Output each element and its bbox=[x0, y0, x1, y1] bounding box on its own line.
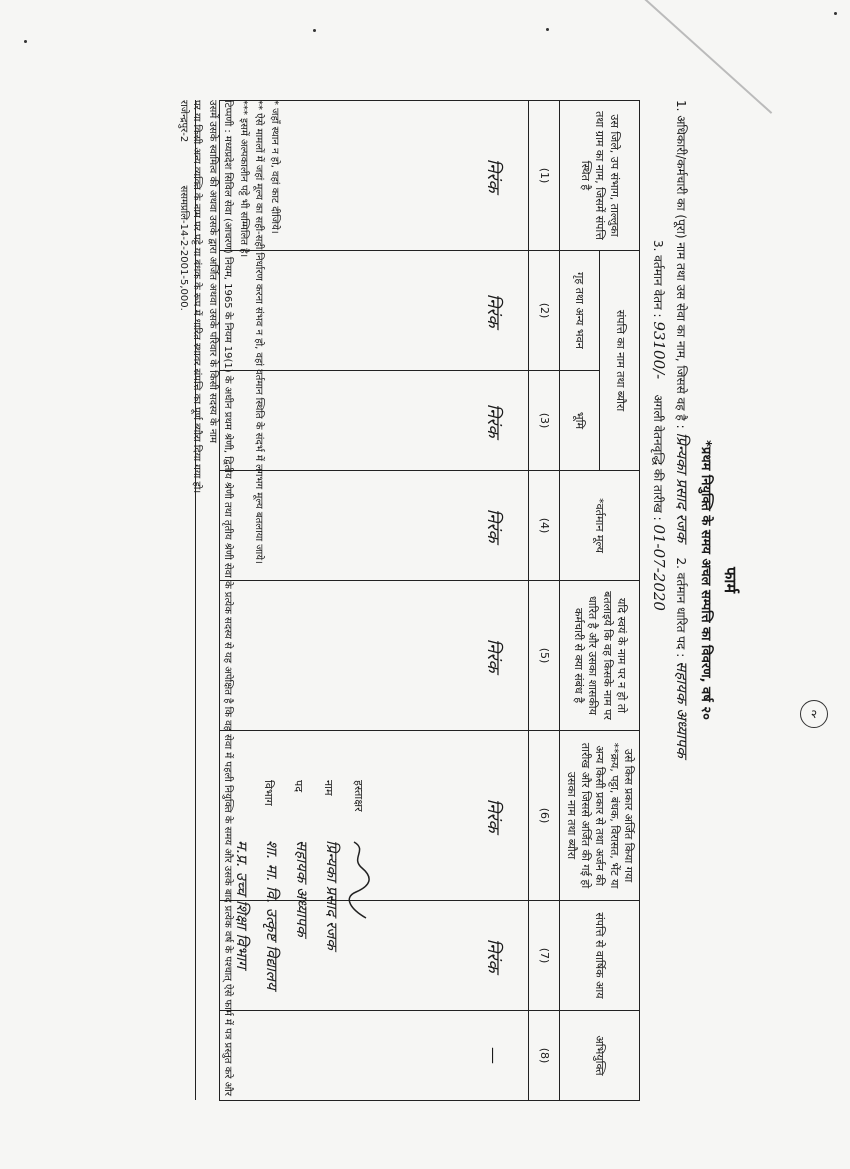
officer-name-value: प्रिन्यका प्रसाद रजक bbox=[673, 432, 691, 543]
signature-block bbox=[222, 780, 372, 1080]
header-house: गृह तथा अन्य भवन bbox=[559, 251, 599, 371]
entry-cell: निरंक bbox=[219, 251, 528, 371]
post-row-label: पद bbox=[292, 780, 305, 793]
note-line: पर या किसी अन्य व्यक्ति के नाम पर पट्टे या बंधक के रूप में धारित स्थावर संपत्ति का पूर्ण ब्यौरा दिया गया हो। bbox=[191, 100, 203, 494]
entry-cell: निरंक bbox=[219, 371, 528, 471]
note-line: टिप्पणी : मध्यप्रदेश सिविल सेवा (आचरण) नियम, 1965 के नियम 19(1) के अधीन प्रथम श्रेणी, द्वितीय श्रेणी तथा तृतीय श्रेणी सेवा के प्रत्येक सदस्य से यह अपेक्षित है कि वह सेवा में पहली नियुक्ति के समय और उसके बाद प्रत्येक वर्ष के पश्चात् ऐसे फार्म में पत्र प्रस्तुत करे और bbox=[222, 100, 234, 1096]
office-label: विभाग bbox=[262, 780, 275, 806]
signature-label: हस्ताक्षर bbox=[352, 780, 365, 812]
note-line: * जहाँ स्थान न हो, वहां काट दीजिये। bbox=[269, 100, 280, 234]
page-number: २ bbox=[800, 700, 828, 728]
column-number: (3) bbox=[528, 371, 559, 471]
header-land: भूमि bbox=[559, 371, 599, 471]
salary-line bbox=[650, 240, 668, 611]
column-number: (6) bbox=[528, 731, 559, 901]
salary-label: 3. वर्तमान वेतन : bbox=[651, 240, 665, 318]
post-label: 2. वर्तमान धारित पद : bbox=[674, 557, 688, 658]
speck bbox=[834, 12, 837, 15]
office-row bbox=[252, 780, 282, 1080]
name-label: नाम bbox=[322, 780, 335, 796]
office-value: शा. मा. वि. उत्कृष्ट विद्यालय bbox=[263, 840, 281, 990]
footer-right: ससमप्रलि-14-2-2001-5,000. bbox=[178, 185, 189, 311]
increment-date-value: 01-07-2020 bbox=[650, 524, 668, 611]
rotated-form bbox=[152, 60, 752, 1100]
column-number: (8) bbox=[528, 1011, 559, 1101]
column-number: (1) bbox=[528, 101, 559, 251]
footer-left: राजेन्द्रपुर-2 bbox=[178, 100, 189, 143]
signature-mark bbox=[344, 840, 372, 920]
speck bbox=[24, 40, 27, 43]
note-line: ** ऐसे मामलों में जहां मूल्य का सही-सही निर्धारण करना संभव न हो, वहां वर्तमान स्थिति के संदर्भ में लगभग मूल्य बतलाया जाये। bbox=[253, 100, 265, 564]
header-annual-income: संपत्ति से वार्षिक आय bbox=[559, 901, 639, 1011]
post-row bbox=[282, 780, 312, 1080]
signature-row bbox=[342, 780, 372, 1080]
header-location: उस जिले, उप संभाग, ताल्लुका तथा ग्राम का नाम, जिसमें संपत्ति स्थित है bbox=[559, 101, 639, 251]
salary-value: 93100/- bbox=[650, 321, 668, 380]
form-title: फार्म bbox=[721, 566, 740, 594]
entry-cell: निरंक bbox=[219, 101, 528, 251]
column-number: (4) bbox=[528, 471, 559, 581]
extra-row bbox=[222, 780, 252, 1080]
extra-value: म.प्र. उच्च शिक्षा विभाग bbox=[233, 840, 251, 969]
post-row-value: सहायक अध्यापक bbox=[293, 840, 311, 937]
header-acquired-how: उसे किस प्रकार अर्जित किया गया **क्रय, पट्टा, बंधक, विरासत, भेंट या अन्य किसी प्रकार से तथा अर्जन की तारीख और जिससे अर्जित की गई हो उसका नाम तथा ब्यौरा bbox=[559, 731, 639, 901]
note-line: *** इसमें अल्पकालीन पट्टे भी सम्मिलित है। bbox=[238, 100, 249, 258]
officer-name-label: 1. अधिकारी/कर्मचारी का (पूरा) नाम तथा उस सेवा का नाम, जिससे वह है : bbox=[674, 100, 688, 429]
form-footer bbox=[178, 100, 196, 1100]
header-held-in-name: यदि स्वयं के नाम पर न हो तो बतलाइये कि वह किसके नाम पर धारित है और उसका शासकीय कर्मचारी से क्या संबंध है bbox=[559, 581, 639, 731]
entry-cell: — bbox=[219, 1011, 528, 1101]
column-number: (5) bbox=[528, 581, 559, 731]
header-remarks: अभियुक्ति bbox=[559, 1011, 639, 1101]
column-number-row bbox=[528, 101, 559, 1101]
column-number: (2) bbox=[528, 251, 559, 371]
note-line: उसमें उसके स्वामित्व की अथवा उसके द्वारा अर्जित अथवा उसके परिवार के किसी सदस्य के नाम bbox=[207, 100, 218, 443]
header-property-group: संपत्ति का नाम तथा ब्यौरा bbox=[599, 251, 639, 471]
entry-cell: निरंक bbox=[219, 581, 528, 731]
column-number: (7) bbox=[528, 901, 559, 1011]
speck bbox=[546, 28, 549, 31]
name-value: प्रिन्यका प्रसाद रजक bbox=[323, 840, 341, 950]
entry-cell: निरंक bbox=[219, 731, 528, 901]
name-row bbox=[312, 780, 342, 1080]
increment-label: अगली वेतनवृद्धि की तारीख : bbox=[651, 394, 665, 521]
entry-cell: निरंक bbox=[219, 471, 528, 581]
entry-cell: निरंक bbox=[219, 901, 528, 1011]
header-current-value: *वर्तमान मूल्य bbox=[559, 471, 639, 581]
speck bbox=[313, 29, 316, 32]
form-subtitle: *प्रथम नियुक्ति के समय अचल सम्पत्ति का विवरण, वर्ष २० bbox=[698, 440, 713, 720]
post-value: सहायक अध्यापक bbox=[673, 661, 691, 758]
officer-line bbox=[672, 100, 692, 758]
